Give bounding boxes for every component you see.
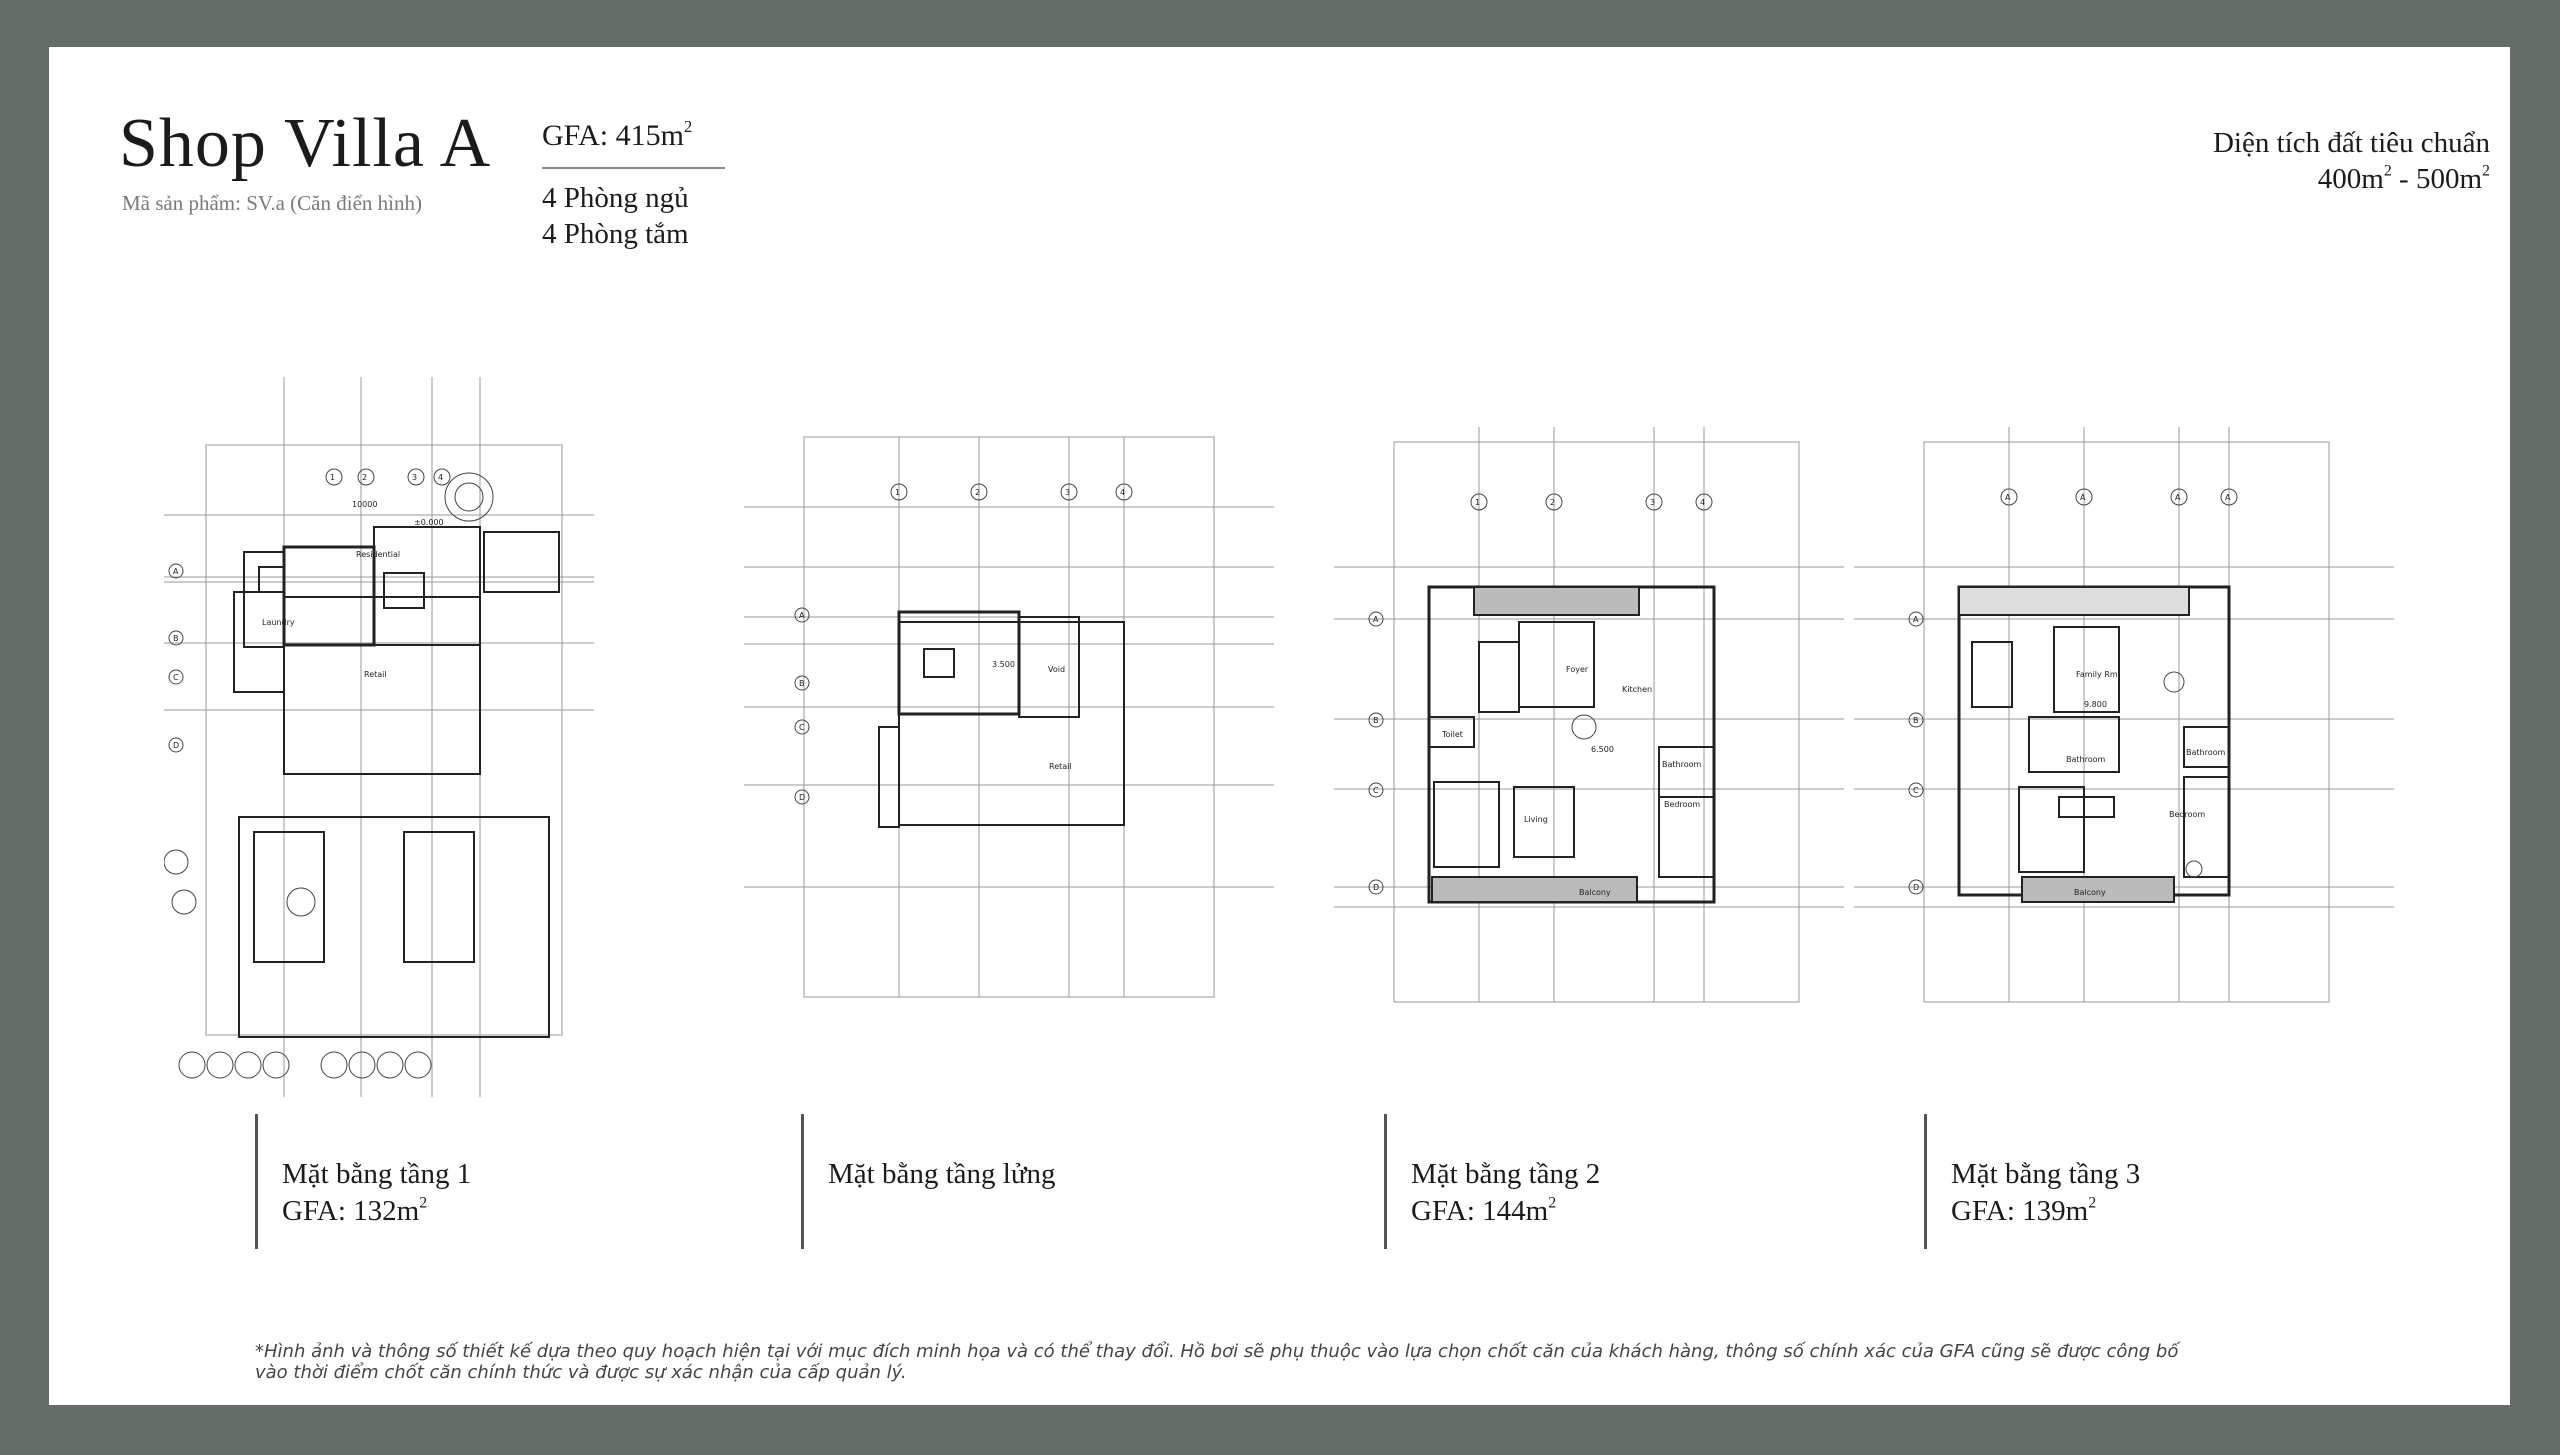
grid-col-4-f3: A — [2225, 493, 2231, 502]
grid-col-3-mezz: 3 — [1065, 488, 1071, 497]
level-mark: ±0.000 — [414, 518, 444, 527]
room-label-foyer: Foyer — [1566, 665, 1589, 674]
grid-col-1-f2: 1 — [1475, 498, 1481, 507]
brochure-sheet — [49, 47, 2510, 1405]
room-label-bathroom-1: Bathroom — [2066, 755, 2106, 764]
room-label-retail-mezz: Retail — [1049, 762, 1072, 771]
grid-row-c-mezz: C — [799, 723, 805, 732]
grid-row-a-f2: A — [1373, 615, 1379, 624]
grid-row-c-f3: C — [1913, 786, 1919, 795]
grid-row-a: A — [173, 567, 179, 576]
caption-floor-2-gfa — [1411, 1193, 1600, 1230]
dim-total: 10000 — [352, 500, 378, 509]
room-label-bedroom-f3: Bedroom — [2169, 810, 2206, 819]
level-mark-f2: 6.500 — [1591, 745, 1614, 754]
room-label-living: Living — [1524, 815, 1548, 824]
level-mark-mezz: 3.500 — [992, 660, 1015, 669]
room-label-bathroom-2: Bathroom — [2186, 748, 2226, 757]
floor-plan-mezzanine — [734, 387, 1274, 1027]
caption-floor-3-text — [1951, 1156, 2140, 1230]
floor-plan-3 — [1834, 387, 2394, 1027]
caption-floor-1 — [255, 1114, 472, 1249]
caption-floor-2-gfa-sup: 2 — [1548, 1194, 1557, 1212]
caption-floor-1-gfa — [282, 1193, 471, 1230]
grid-row-b-f2: B — [1373, 716, 1379, 725]
bedroom-count: 4 Phòng ngủ — [542, 182, 689, 214]
grid-col-4-mezz: 4 — [1120, 488, 1126, 497]
grid-col-3-f3: A — [2175, 493, 2181, 502]
total-gfa — [542, 116, 693, 153]
room-label-kitchen: Kitchen — [1622, 685, 1653, 694]
floor-plan-2-drawing — [1304, 387, 1844, 1027]
room-label-laundry: Laundry — [262, 618, 295, 627]
grid-row-d-f2: D — [1373, 883, 1380, 892]
product-code: Mã sản phẩm: SV.a (Căn điển hình) — [122, 191, 422, 215]
grid-row-d-mezz: D — [799, 793, 806, 802]
floor-plan-3-drawing — [1834, 387, 2394, 1027]
caption-floor-1-gfa-value: GFA: 132m — [282, 1195, 420, 1227]
room-label-family-room: Family Rm — [2076, 670, 2118, 679]
grid-row-a-f3: A — [1913, 615, 1919, 624]
room-label-residential: Residential — [356, 550, 401, 559]
land-area-min-sup: 2 — [2383, 162, 2392, 180]
grid-col-2-f2: 2 — [1550, 498, 1556, 507]
grid-row-b-f3: B — [1913, 716, 1919, 725]
caption-floor-1-gfa-sup: 2 — [419, 1194, 428, 1212]
grid-col-4: 4 — [438, 473, 444, 482]
floor-plan-1 — [164, 377, 594, 1097]
grid-col-3: 3 — [412, 473, 418, 482]
bathroom-count: 4 Phòng tắm — [542, 218, 689, 250]
grid-col-1: 1 — [330, 473, 336, 482]
land-area-label: Diện tích đất tiêu chuẩn — [2212, 127, 2490, 159]
room-label-balcony: Balcony — [1579, 888, 1611, 897]
grid-row-d: D — [173, 741, 180, 750]
caption-floor-1-name: Mặt bằng tầng 1 — [282, 1158, 472, 1190]
disclaimer-note: *Hình ảnh và thông số thiết kế dựa theo quy hoạch hiện tại với mục đích minh họa và có thể thay đổi. Hồ bơi sẽ phụ thuộc vào lựa chọn chốt căn của khách hàng, thông số chính xác của GFA cũng sẽ được công bố vào thời điểm chốt căn chính thức và được sự xác nhận của cấp quản lý. — [255, 1341, 2179, 1383]
floor-plan-mezzanine-drawing — [734, 387, 1274, 1027]
grid-row-a-mezz: A — [799, 611, 805, 620]
room-label-retail: Retail — [364, 670, 387, 679]
caption-floor-3-gfa-value: GFA: 139m — [1951, 1195, 2089, 1227]
grid-row-b: B — [173, 634, 179, 643]
caption-floor-2-gfa-value: GFA: 144m — [1411, 1195, 1549, 1227]
room-label-balcony-f3: Balcony — [2074, 888, 2106, 897]
caption-mezzanine — [801, 1114, 1056, 1249]
land-area-sep: - — [2391, 163, 2416, 195]
room-label-bathroom: Bathroom — [1662, 760, 1702, 769]
room-label-void: Void — [1048, 665, 1066, 674]
caption-floor-3-name: Mặt bằng tầng 3 — [1951, 1158, 2141, 1190]
caption-mezzanine-name: Mặt bằng tầng lửng — [828, 1158, 1056, 1190]
grid-col-1-f3: A — [2005, 493, 2011, 502]
room-label-toilet: Toilet — [1442, 730, 1463, 739]
grid-col-2: 2 — [362, 473, 368, 482]
grid-row-d-f3: D — [1913, 883, 1920, 892]
grid-row-b-mezz: B — [799, 679, 805, 688]
land-area-max-sup: 2 — [2482, 162, 2490, 180]
caption-floor-3-gfa — [1951, 1193, 2140, 1230]
land-area-range — [2213, 161, 2490, 197]
grid-col-4-f2: 4 — [1700, 498, 1706, 507]
caption-mezzanine-text — [828, 1156, 1056, 1193]
total-gfa-value: GFA: 415m — [542, 119, 684, 152]
room-label-bedroom: Bedroom — [1664, 800, 1701, 809]
caption-floor-3-gfa-sup: 2 — [2088, 1194, 2097, 1212]
grid-row-c: C — [173, 673, 179, 682]
land-area-min: 400m — [2317, 163, 2384, 195]
caption-floor-2-name: Mặt bằng tầng 2 — [1411, 1158, 1601, 1190]
grid-col-1-mezz: 1 — [895, 488, 901, 497]
room-counts — [542, 180, 689, 252]
total-gfa-unit-sup: 2 — [683, 116, 693, 136]
land-area-max: 500m — [2415, 163, 2483, 195]
floor-plan-1-drawing — [164, 377, 594, 1097]
gfa-divider — [542, 167, 725, 169]
level-mark-f3: 9.800 — [2084, 700, 2107, 709]
caption-floor-2 — [1384, 1114, 1601, 1249]
grid-col-3-f2: 3 — [1650, 498, 1656, 507]
grid-row-c-f2: C — [1373, 786, 1379, 795]
caption-floor-3 — [1924, 1114, 2141, 1249]
floor-plan-2 — [1304, 387, 1844, 1027]
land-area — [2213, 125, 2490, 197]
grid-col-2-f3: A — [2080, 493, 2086, 502]
page-title: Shop Villa A — [119, 105, 492, 182]
grid-col-2-mezz: 2 — [975, 488, 981, 497]
caption-floor-2-text — [1411, 1156, 1600, 1230]
caption-floor-1-text — [282, 1156, 471, 1230]
